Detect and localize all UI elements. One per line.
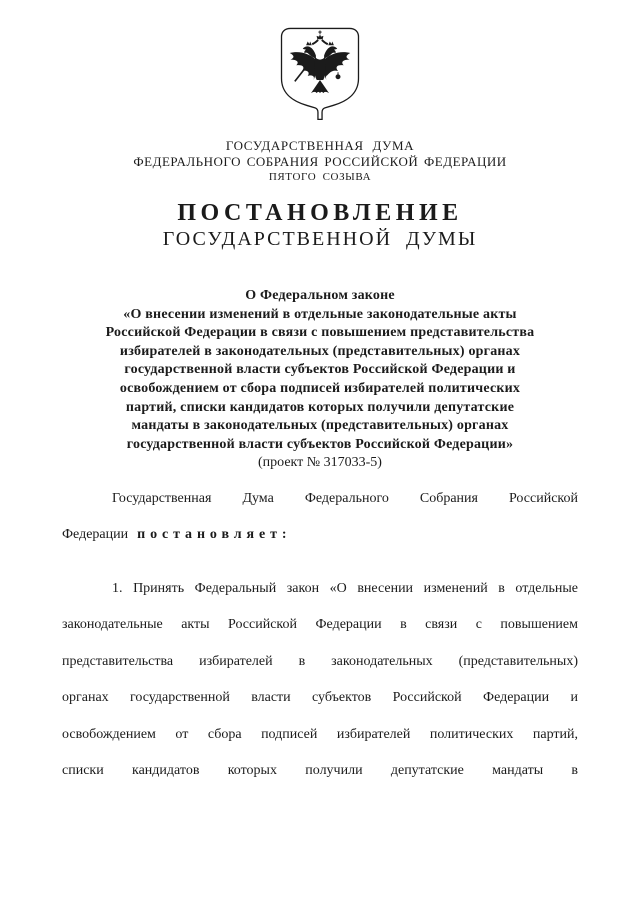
body-paragraph-2-line: списки кандидатов которых получили депутатские мандаты в	[62, 763, 578, 779]
subject-line: партий, списки кандидатов которых получили депутатские	[125, 399, 515, 415]
document-type	[0, 199, 640, 251]
body-paragraph-1-line: Государственная Дума Федерального Собрания Российской	[112, 490, 578, 506]
body-paragraph-2-line: освобождением от сбора подписей избирателей политических партий,	[62, 726, 578, 742]
subject-line: освобождением от сбора подписей избирателей политических	[119, 380, 521, 396]
body-paragraph-1-line	[62, 517, 578, 554]
body-paragraph-2-line: законодательные акты Российской Федерации в связи с повышением	[62, 617, 578, 633]
body-paragraph-2-line: органах государственной власти субъектов Российской Федерации и	[62, 690, 578, 706]
subject-line: О Федеральном законе	[245, 288, 395, 303]
document-body	[62, 481, 578, 790]
russia-coat-of-arms-icon	[279, 26, 361, 121]
subject-line: избирателей в законодательных (представительных) органах	[119, 343, 521, 359]
project-number: (проект № 317033-5)	[258, 455, 382, 471]
body-paragraph-2-line: представительства избирателей в законодательных (представительных)	[62, 653, 578, 669]
document-type-subtitle: ГОСУДАРСТВЕННОЙ ДУМЫ	[162, 228, 478, 250]
document-subject	[0, 287, 640, 473]
document-type-title: ПОСТАНОВЛЕНИЕ	[177, 200, 463, 226]
body-paragraph-2-line: 1. Принять Федеральный закон «О внесении изменений в отдельные	[112, 580, 578, 596]
issuer-name: ГОСУДАРСТВЕННАЯ ДУМА	[225, 138, 415, 153]
issuer-header	[0, 138, 640, 184]
emblem-wrap	[0, 26, 640, 126]
subject-line: мандаты в законодательных (представительных) органах	[131, 418, 509, 434]
subject-line: «О внесении изменений в отдельные законодательные акты	[123, 306, 517, 322]
subject-line: государственной власти субъектов Российской Федерации и	[124, 362, 516, 378]
resolves-prefix: Федерации	[62, 527, 129, 543]
resolves-keyword: постановляет:	[137, 527, 292, 543]
issuer-parent: ФЕДЕРАЛЬНОГО СОБРАНИЯ РОССИЙСКОЙ ФЕДЕРАЦИИ	[133, 154, 507, 169]
subject-line: государственной власти субъектов Российской Федерации»	[126, 436, 514, 452]
issuer-convocation: ПЯТОГО СОЗЫВА	[268, 171, 372, 183]
subject-line: Российской Федерации в связи с повышением представительства	[105, 325, 535, 341]
